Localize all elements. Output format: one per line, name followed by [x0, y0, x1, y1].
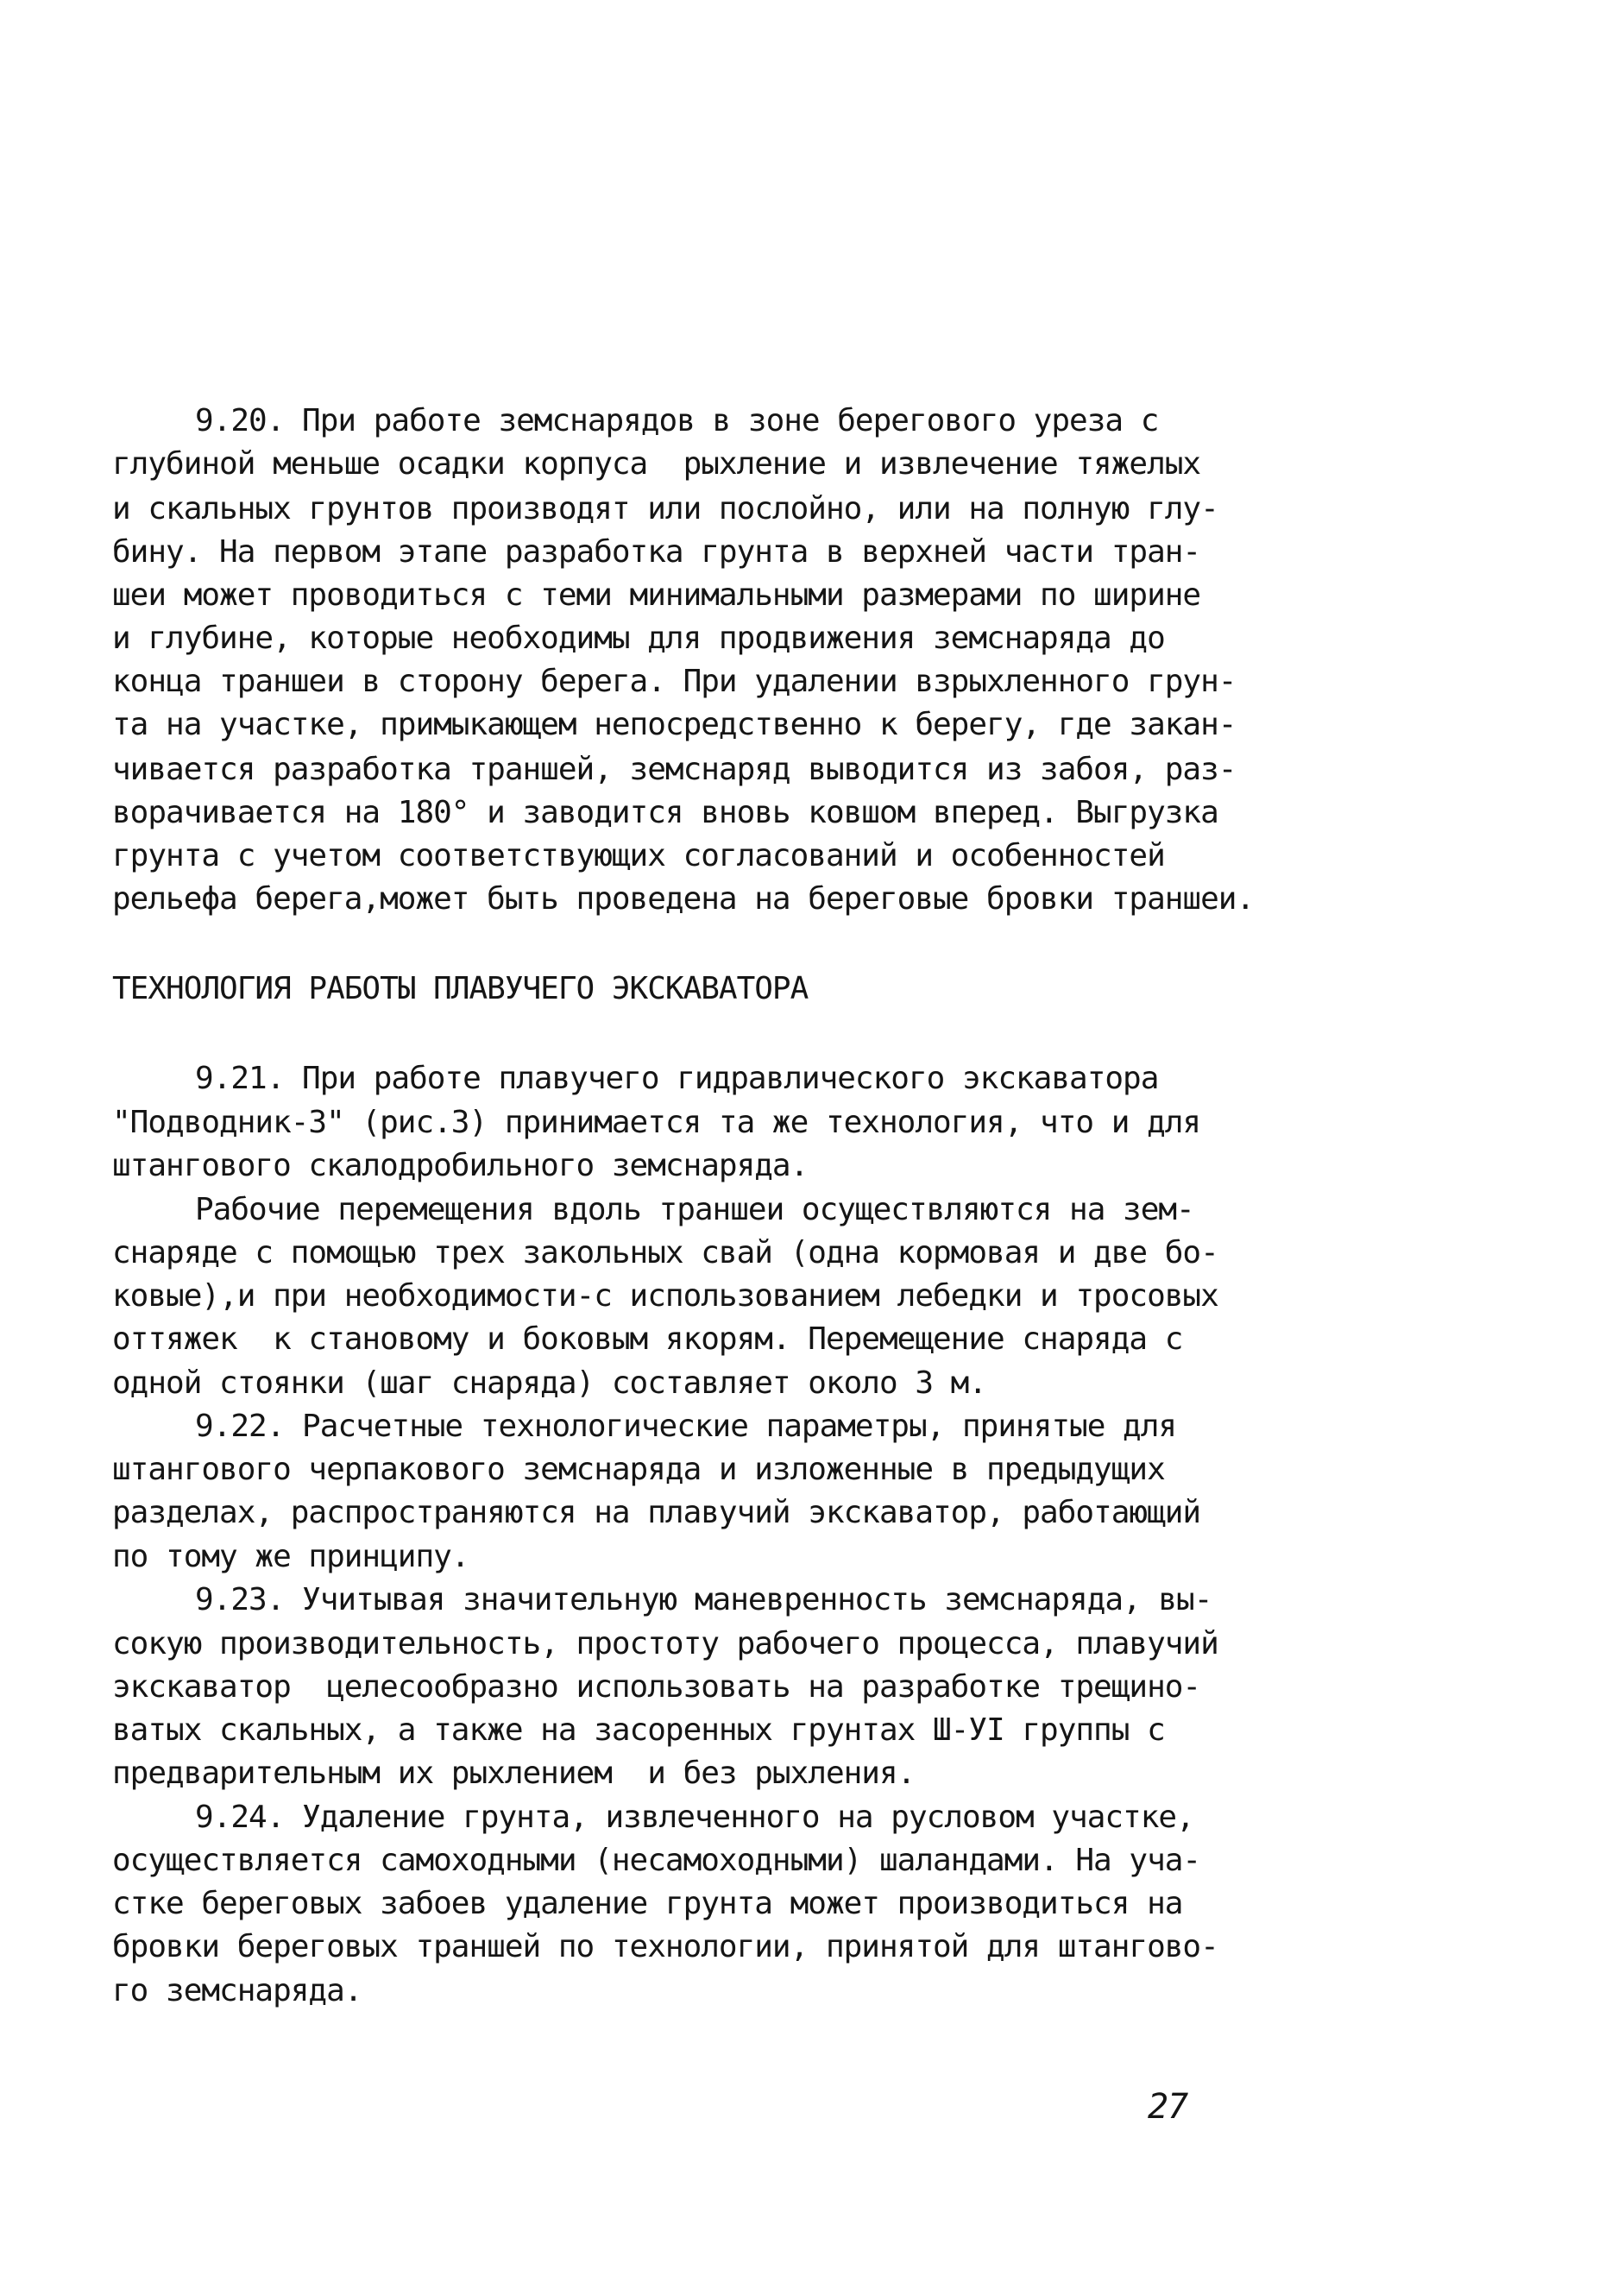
para-9-24-line-3: стке береговых забоев удаление грунта может производиться на	[112, 1886, 1183, 1921]
para-9-24-line-4: бровки береговых траншей по технологии, принятой для штангово-	[112, 1929, 1218, 1964]
para-9-21-line-3: штангового скалодробильного земснаряда.	[112, 1148, 809, 1183]
para-9-20-line-2: глубиной меньше осадки корпуса рыхление и извлечение тяжелых	[112, 446, 1201, 482]
para-9-22-line-3: разделах, распространяются на плавучий экскаватор, работающий	[112, 1495, 1201, 1530]
para-9-22-line-2: штангового черпакового земснаряда и изложенные в предыдущих	[112, 1452, 1165, 1487]
para-9-20-line-9: чивается разработка траншей, земснаряд выводится из забоя, раз-	[112, 752, 1237, 787]
para-9-22-line-1: 9.22. Расчетные технологические параметры, принятые для	[195, 1409, 1177, 1444]
section-heading: ТЕХНОЛОГИЯ РАБОТЫ ПЛАВУЧЕГО ЭКСКАВАТОРА	[112, 971, 809, 1006]
para-9-20-line-7: конца траншеи в сторону берега. При удалении взрыхленного грун-	[112, 664, 1237, 699]
para-9-23-line-1: 9.23. Учитывая значительную маневренность земснаряда, вы-	[195, 1582, 1212, 1617]
para-work-line-1: Рабочие перемещения вдоль траншеи осуществляются на зем-	[195, 1192, 1194, 1227]
para-9-24-line-2: осуществляется самоходными (несамоходными) шаландами. На уча-	[112, 1843, 1201, 1878]
para-9-20-line-10: ворачивается на 180° и заводится вновь ковшом вперед. Выгрузка	[112, 795, 1218, 830]
para-9-24-line-5: го земснаряда.	[112, 1973, 362, 2008]
para-9-20-line-6: и глубине, которые необходимы для продвижения земснаряда до	[112, 621, 1165, 656]
para-9-20-line-1: 9.20. При работе земснарядов в зоне берегового уреза с	[195, 403, 1159, 438]
para-9-20-line-8: та на участке, примыкающем непосредственно к берегу, где закан-	[112, 707, 1237, 742]
para-9-23-line-5: предварительным их рыхлением и без рыхления.	[112, 1756, 916, 1791]
para-9-20-line-12: рельефа берега,может быть проведена на береговые бровки траншеи.	[112, 881, 1255, 917]
para-9-21-line-2: "Подводник-3" (рис.3) принимается та же технология, что и для	[112, 1105, 1201, 1140]
page-number: 27	[1148, 2087, 1188, 2127]
para-9-23-line-4: ватых скальных, а также на засоренных грунтах Ш-УI группы с	[112, 1712, 1165, 1748]
para-work-line-5: одной стоянки (шаг снаряда) составляет около 3 м.	[112, 1365, 987, 1401]
para-9-20-line-5: шеи может проводиться с теми минимальными размерами по ширине	[112, 577, 1201, 613]
para-9-23-line-3: экскаватор целесообразно использовать на разработке трещино-	[112, 1669, 1201, 1705]
para-9-21-line-1: 9.21. При работе плавучего гидравлического экскаватора	[195, 1061, 1159, 1096]
para-9-20-line-4: бину. На первом этапе разработка грунта в верхней части тран-	[112, 534, 1201, 570]
para-9-22-line-4: по тому же принципу.	[112, 1539, 469, 1574]
para-work-line-3: ковые),и при необходимости-с использованием лебедки и тросовых	[112, 1278, 1218, 1314]
para-9-24-line-1: 9.24. Удаление грунта, извлеченного на русловом участке,	[195, 1800, 1194, 1835]
para-9-23-line-2: сокую производительность, простоту рабочего процесса, плавучий	[112, 1626, 1218, 1661]
para-9-20-line-11: грунта с учетом соответствующих согласований и особенностей	[112, 838, 1165, 873]
para-9-20-line-3: и скальных грунтов производят или послойно, или на полную глу-	[112, 491, 1218, 526]
para-work-line-2: снаряде с помощью трех закольных свай (одна кормовая и две бо-	[112, 1235, 1218, 1270]
para-work-line-4: оттяжек к становому и боковым якорям. Перемещение снаряда с	[112, 1321, 1183, 1357]
